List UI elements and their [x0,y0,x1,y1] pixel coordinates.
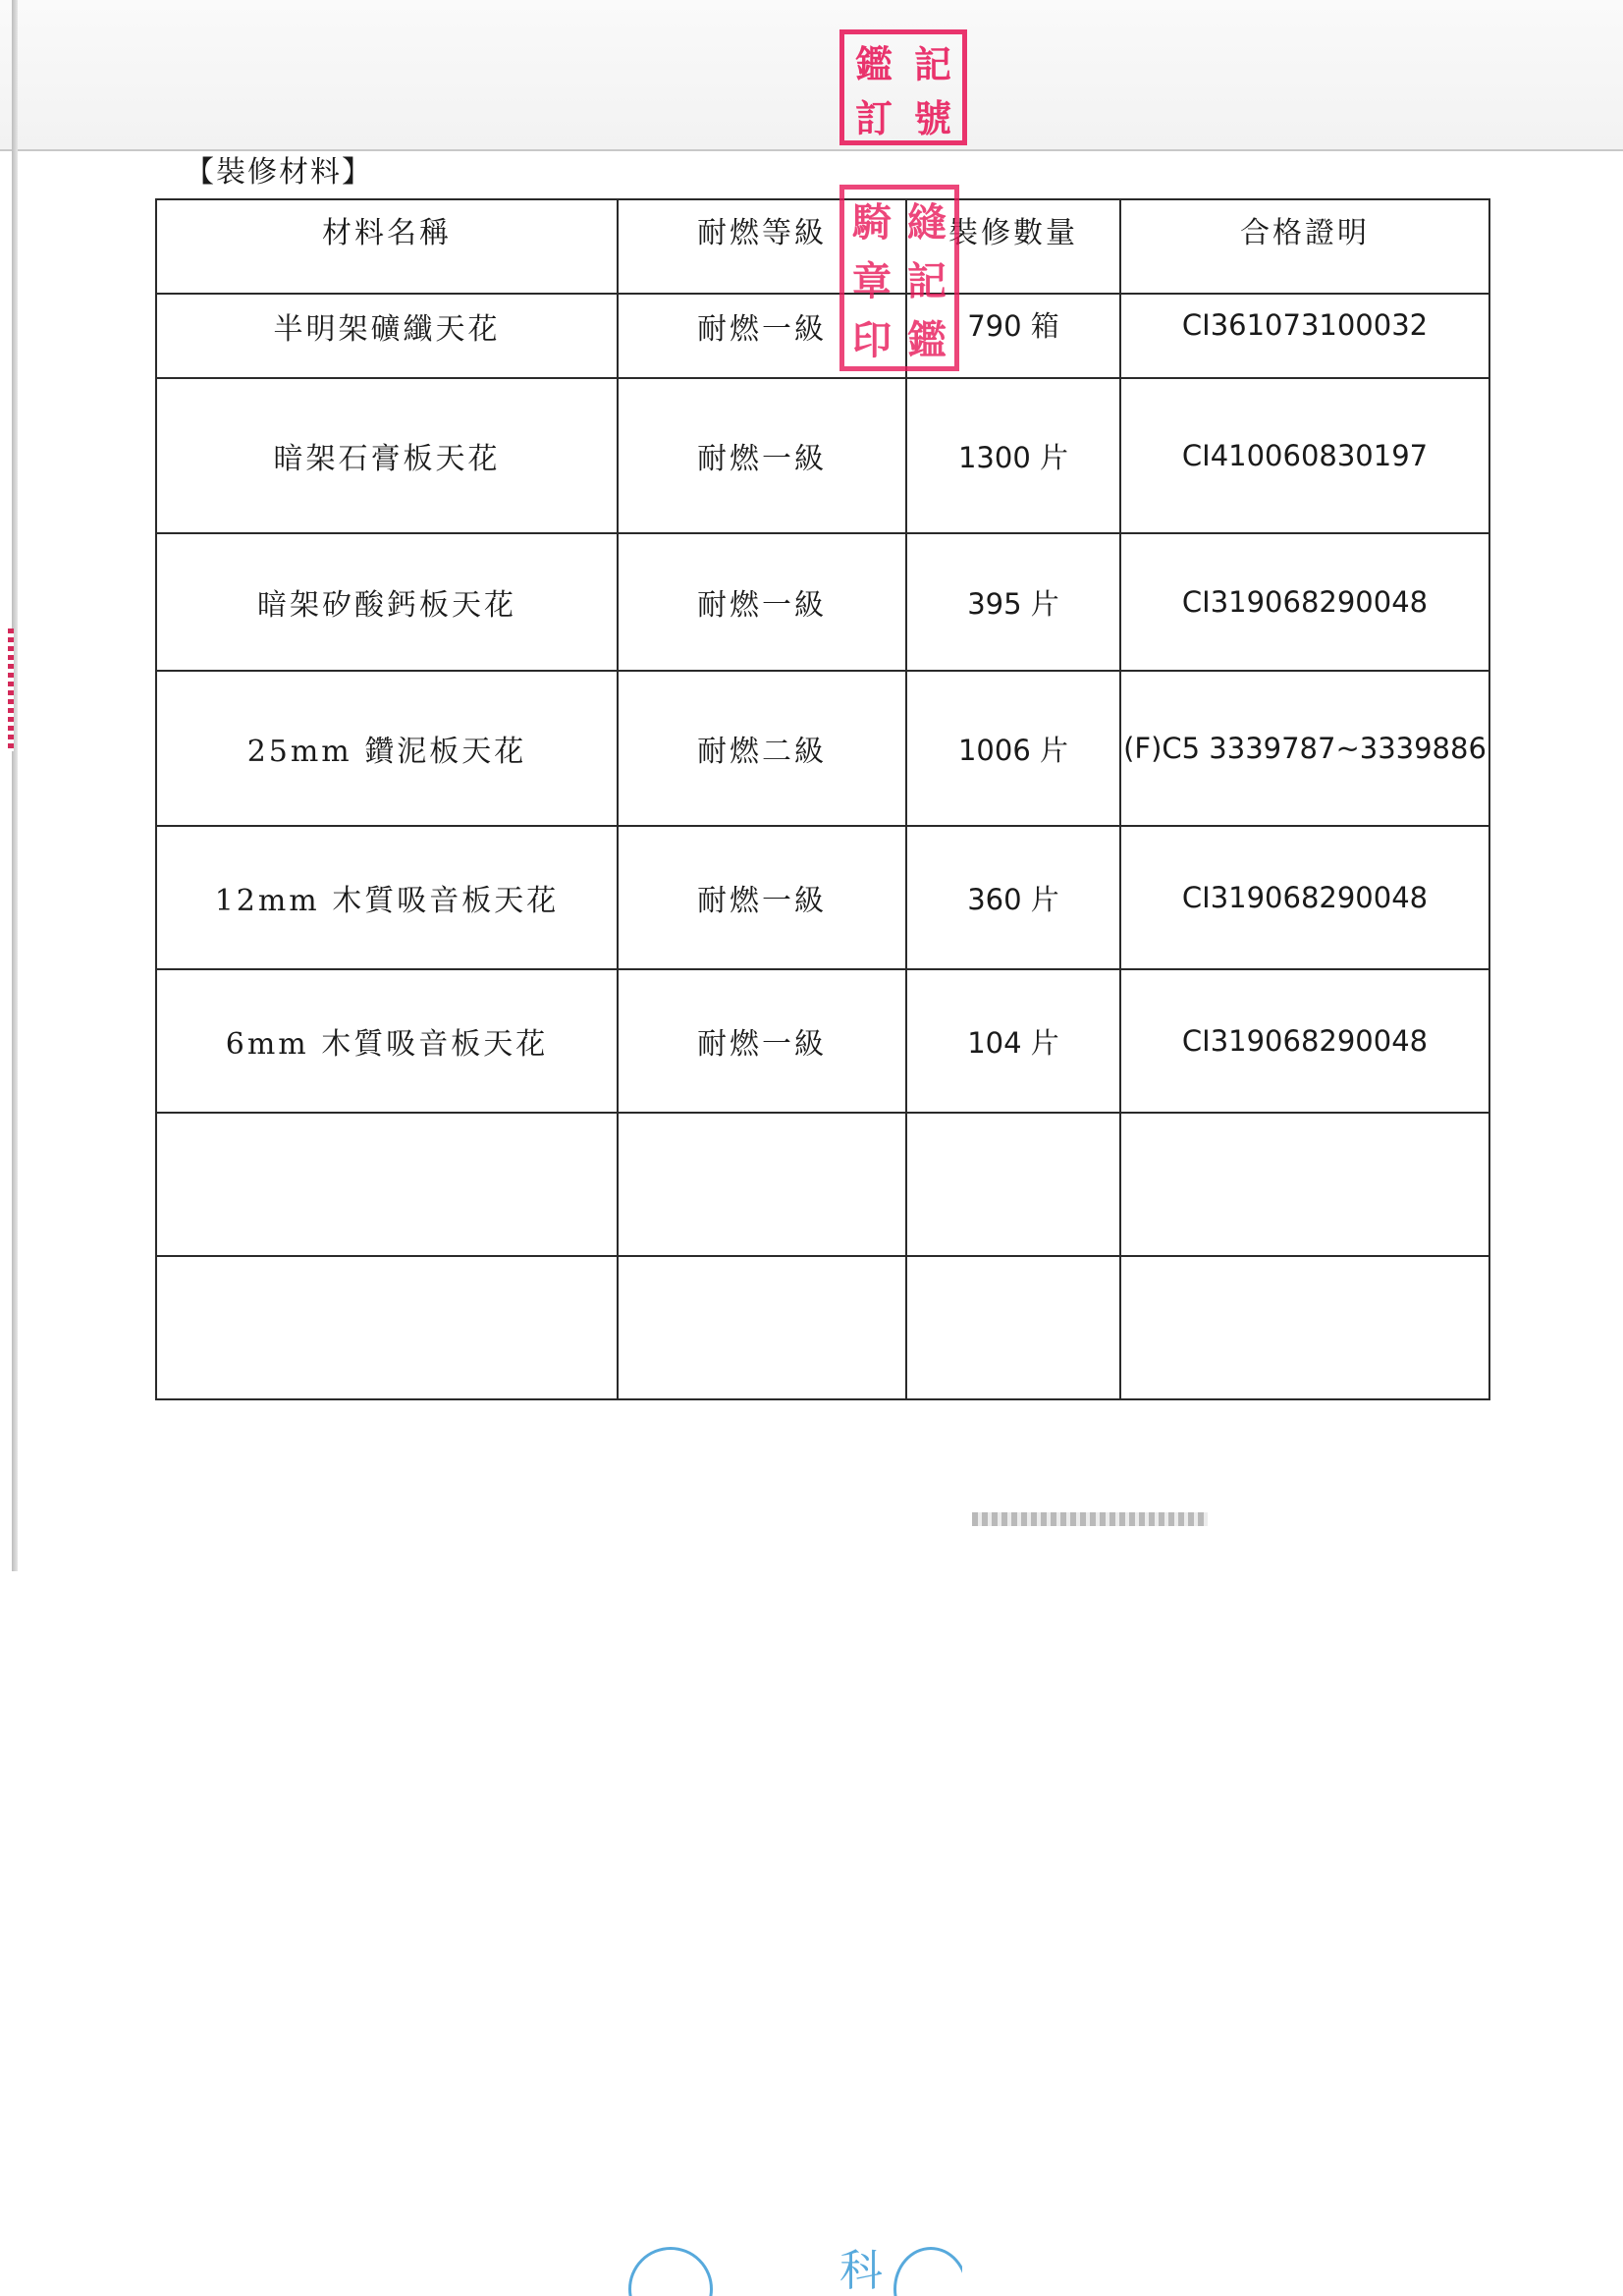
stamp-ring [628,2247,713,2296]
left-margin-stamp-mark [8,629,14,751]
table-row [156,533,1489,671]
material-name-cell: 12mm 木質吸音板天花 [156,826,618,969]
table-row [156,969,1489,1113]
material-name-cell: 6mm 木質吸音板天花 [156,969,618,1113]
quantity-cell [906,1256,1120,1399]
fire-grade-cell: 耐燃一級 [618,826,906,969]
fire-grade-cell: 耐燃一級 [618,533,906,671]
stamp-ring [893,2247,962,2296]
seal-glyph: 印 [852,316,892,363]
table-row [156,826,1489,969]
fire-grade-cell: 耐燃一級 [618,969,906,1113]
quantity-cell: 104 片 [906,969,1120,1113]
seal-glyph: 章 [852,257,892,304]
table-row [156,671,1489,826]
quantity-cell: 395 片 [906,533,1120,671]
material-name-cell: 半明架礦纖天花 [156,294,618,378]
certificate-cell: CI410060830197 [1120,378,1489,533]
fire-grade-cell: 耐燃一級 [618,378,906,533]
section-title: 【裝修材料】 [185,155,373,190]
seal-glyph: 號 [913,96,951,140]
seal-glyph: 縫 [907,198,947,246]
fire-grade-cell: 耐燃二級 [618,671,906,826]
scan-artifact-smudge [972,1512,1208,1526]
material-name-cell: 暗架石膏板天花 [156,378,618,533]
certificate-cell: CI319068290048 [1120,969,1489,1113]
material-name-cell: 25mm 鑽泥板天花 [156,671,618,826]
certificate-cell: CI319068290048 [1120,533,1489,671]
material-name-cell [156,1113,618,1256]
table-row [156,378,1489,533]
fire-grade-cell [618,1113,906,1256]
seal-glyph: 記 [907,257,947,304]
table-row [156,294,1489,378]
materials-table [155,198,1490,1400]
table-row [156,1256,1489,1399]
seal-glyph: 鑑 [907,316,947,363]
material-name-cell: 暗架矽酸鈣板天花 [156,533,618,671]
quantity-cell: 1006 片 [906,671,1120,826]
certificate-cell: CI319068290048 [1120,826,1489,969]
certificate-cell [1120,1113,1489,1256]
seal-glyph: 訂 [854,96,893,140]
quantity-cell: 790 箱 [906,294,1120,378]
certificate-cell [1120,1256,1489,1399]
scan-left-edge [12,0,18,1571]
quantity-cell [906,1113,1120,1256]
table-row [156,1113,1489,1256]
material-name-cell [156,1256,618,1399]
seal-glyph: 鑑 [854,42,893,86]
header-quantity: 裝修數量 [906,199,1120,294]
red-seal-stamp-top [839,29,967,145]
certificate-cell: CI361073100032 [1120,294,1489,378]
header-material-name: 材料名稱 [156,199,618,294]
scan-fold-strip [0,0,1623,151]
seal-glyph: 記 [913,42,951,86]
quantity-cell: 1300 片 [906,378,1120,533]
stamp-glyph: 科 [839,2246,883,2296]
blue-stamp-partial [628,2239,962,2296]
quantity-cell: 360 片 [906,826,1120,969]
header-fire-grade: 耐燃等級 [618,199,906,294]
header-certificate: 合格證明 [1120,199,1489,294]
red-seal-stamp-overlap [839,185,959,371]
seal-glyph: 騎 [852,198,892,246]
certificate-cell: (F)C5 3339787~3339886 [1120,671,1489,826]
fire-grade-cell: 耐燃一級 [618,294,906,378]
table-header-row [156,199,1489,294]
fire-grade-cell [618,1256,906,1399]
